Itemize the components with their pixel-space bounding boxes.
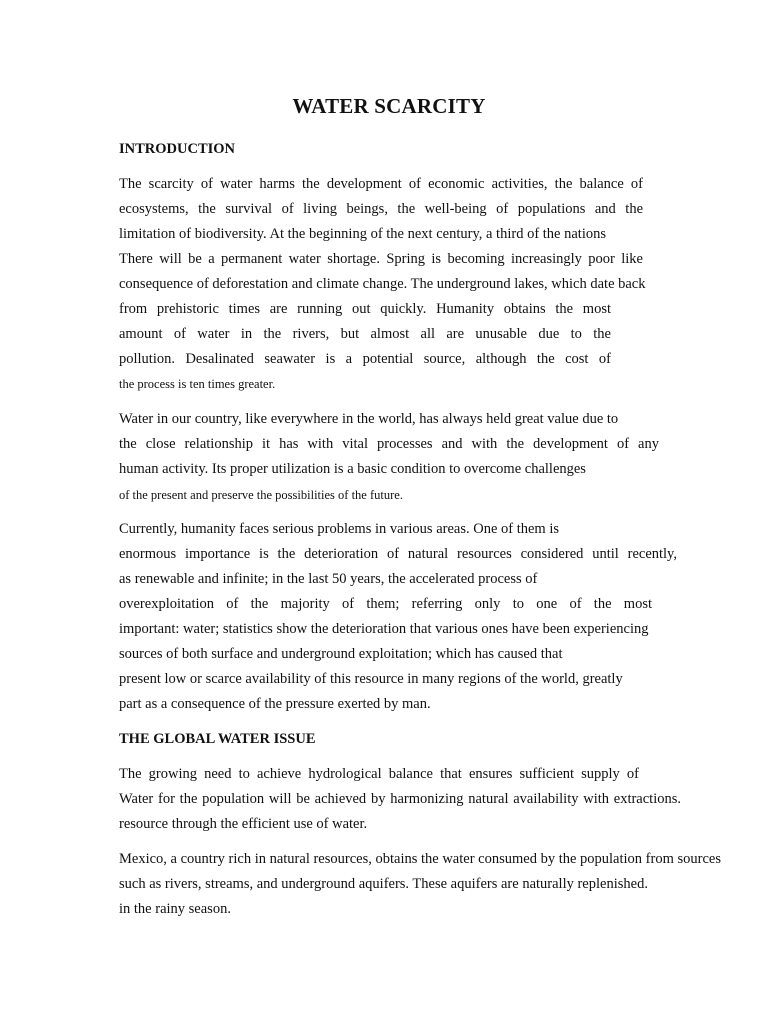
paragraph-line: enormous importance is the deterioration of natural resources considered until recently,	[119, 546, 677, 562]
paragraph-line: of the present and preserve the possibilities of the future.	[119, 488, 403, 502]
paragraph-line: ecosystems, the survival of living beings, the well-being of populations and the	[119, 201, 643, 217]
paragraph-line: resource through the efficient use of water.	[119, 816, 368, 832]
paragraph-line: as renewable and infinite; in the last 50 years, the accelerated process of	[119, 571, 538, 587]
section-heading-global-water-issue: THE GLOBAL WATER ISSUE	[119, 731, 316, 747]
paragraph-line: important: water; statistics show the deterioration that various ones have been experiencing	[119, 621, 649, 637]
paragraph-line: sources of both surface and underground exploitation; which has caused that	[119, 646, 563, 662]
paragraph-line: The growing need to achieve hydrological balance that ensures sufficient supply of	[119, 766, 639, 782]
paragraph-line: Water in our country, like everywhere in the world, has always held great value due to	[119, 411, 619, 427]
paragraph-line: part as a consequence of the pressure exerted by man.	[119, 696, 431, 712]
paragraph-line: overexploitation of the majority of them; referring only to one of the most	[119, 596, 652, 612]
paragraph-line: the process is ten times greater.	[119, 377, 276, 391]
paragraph-line: Currently, humanity faces serious problems in various areas. One of them is	[119, 521, 559, 537]
paragraph-line: such as rivers, streams, and underground aquifers. These aquifers are naturally replenished.	[119, 876, 648, 892]
paragraph-line: Water for the population will be achieved by harmonizing natural availability with extractions.	[119, 791, 681, 807]
paragraph-line: The scarcity of water harms the development of economic activities, the balance of	[119, 176, 643, 192]
paragraph-line: the close relationship it has with vital processes and with the development of any	[119, 436, 659, 452]
paragraph-line: in the rainy season.	[119, 901, 231, 917]
paragraph-line: human activity. Its proper utilization is a basic condition to overcome challenges	[119, 461, 586, 477]
section-heading-introduction: INTRODUCTION	[119, 141, 236, 157]
paragraph-line: Mexico, a country rich in natural resources, obtains the water consumed by the population from sources	[119, 851, 721, 867]
document-title: WATER SCARCITY	[292, 94, 486, 118]
paragraph-line: pollution. Desalinated seawater is a potential source, although the cost of	[119, 351, 611, 367]
paragraph-line: consequence of deforestation and climate change. The underground lakes, which date back	[119, 276, 646, 292]
paragraph-line: There will be a permanent water shortage. Spring is becoming increasingly poor like	[119, 251, 643, 267]
paragraph-line: from prehistoric times are running out quickly. Humanity obtains the most	[119, 301, 611, 317]
paragraph-line: present low or scarce availability of this resource in many regions of the world, greatly	[119, 671, 623, 687]
paragraph-line: limitation of biodiversity. At the beginning of the next century, a third of the nations	[119, 226, 606, 242]
paragraph-line: amount of water in the rivers, but almost all are unusable due to the	[119, 326, 611, 342]
